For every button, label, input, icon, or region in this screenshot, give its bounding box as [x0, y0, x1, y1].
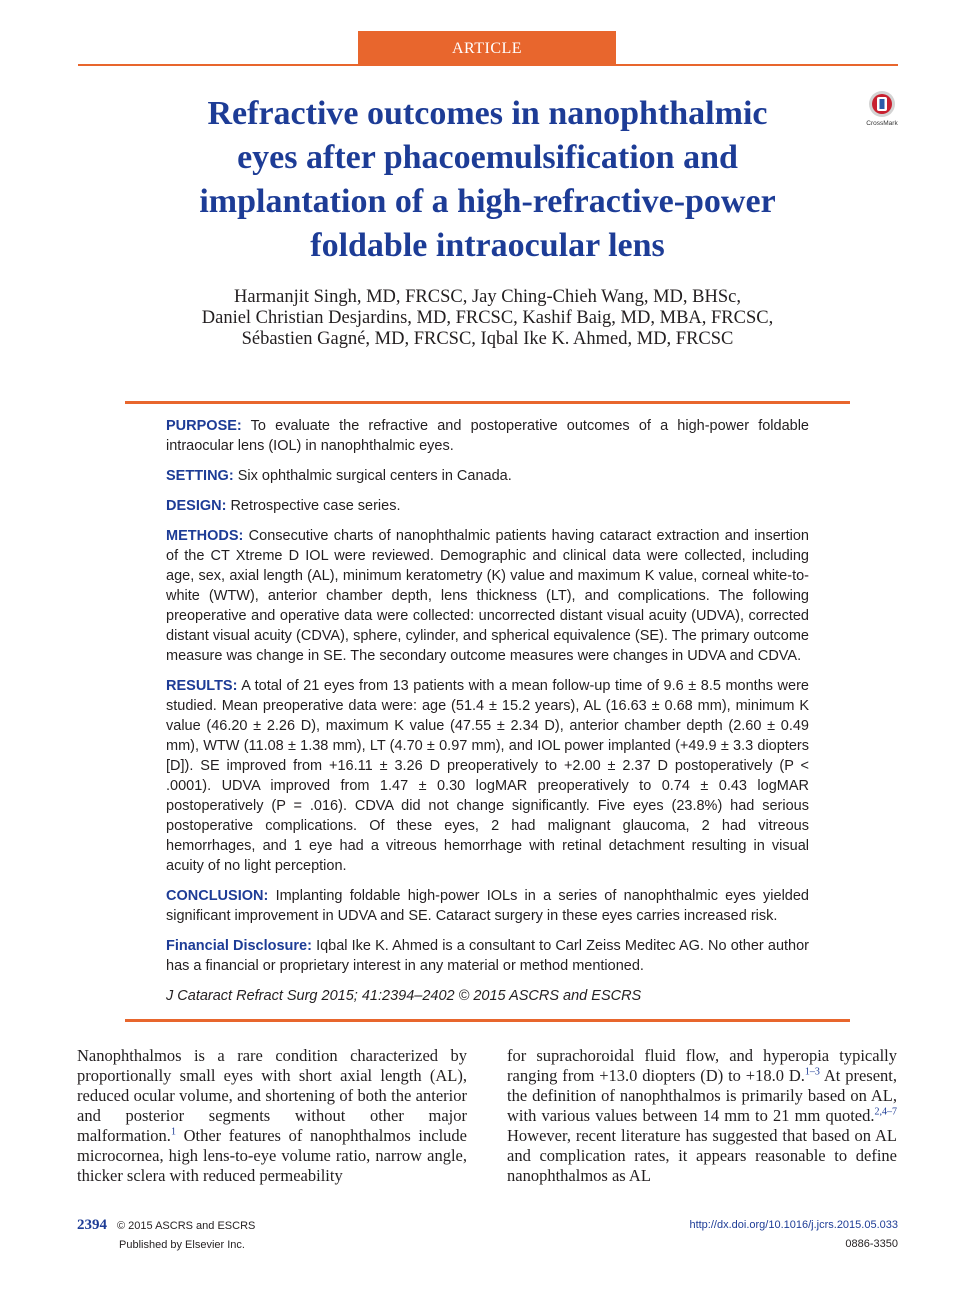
page-number: 2394: [77, 1217, 107, 1233]
purpose-text: To evaluate the refractive and postoperative outcomes of a high-power foldable intraocular lens (IOL) in nanophthalmic eyes.: [166, 418, 809, 454]
disclosure-text: Iqbal Ike K. Ahmed is a consultant to Carl Zeiss Meditec AG. No other author has a financial or proprietary interest in any material or method mentioned.: [166, 938, 809, 974]
abstract-top-rule: [125, 401, 850, 404]
author-line: Harmanjit Singh, MD, FRCSC, Jay Ching-Chieh Wang, MD, BHSc,: [234, 287, 741, 307]
abstract-results: [166, 676, 809, 876]
svg-text:CrossMark: CrossMark: [866, 120, 898, 127]
reference-link[interactable]: 2,4–7: [874, 1106, 897, 1118]
body-text: Other features of nanophthalmos include microcornea, high lens-to-eye volume ratio, narrow angle, thicker sclera with reduced permeability: [77, 1126, 467, 1185]
conclusion-text: Implanting foldable high-power IOLs in a series of nanophthalmic eyes yielded significant improvement in UDVA and SE. Cataract surgery in these eyes carries increased risk.: [166, 888, 809, 924]
footer-left: [77, 1216, 255, 1255]
title-line: Refractive outcomes in nanophthalmic: [207, 95, 768, 132]
results-label: RESULTS:: [166, 678, 238, 694]
body-text: At present, the definition of nanophthalmos is primarily based on AL, with various values between 14 mm to 21 mm quoted.: [507, 1066, 897, 1125]
body-column-left: [77, 1046, 467, 1186]
abstract-design: [166, 496, 809, 516]
conclusion-label: CONCLUSION:: [166, 888, 269, 904]
title-line: implantation of a high-refractive-power: [199, 183, 776, 220]
abstract-bottom-rule: [125, 1019, 850, 1022]
article-type-tag: ARTICLE: [358, 31, 616, 66]
body-text: Nanophthalmos is a rare condition characterized by proportionally small eyes with short axial length (AL), reduced ocular volume, and shortening of both the anterior and posterior segments without other major malformation.: [77, 1046, 467, 1145]
author-line: Sébastien Gagné, MD, FRCSC, Iqbal Ike K. Ahmed, MD, FRCSC: [241, 329, 734, 349]
abstract-disclosure: [166, 936, 809, 976]
publisher: Published by Elsevier Inc.: [119, 1239, 245, 1251]
title-line: foldable intraocular lens: [310, 227, 665, 264]
methods-label: METHODS:: [166, 528, 244, 544]
title-line: eyes after phacoemulsification and: [237, 139, 738, 176]
abstract-methods: [166, 526, 809, 666]
abstract: [166, 416, 809, 1016]
footer-right: [689, 1216, 898, 1254]
body-text: for suprachoroidal fluid flow, and hyperopia typically ranging from +13.0 diopters (D) to +18.0 D.: [507, 1046, 897, 1085]
design-text: Retrospective case series.: [230, 498, 401, 514]
setting-label: SETTING:: [166, 468, 234, 484]
author-line: Daniel Christian Desjardins, MD, FRCSC, Kashif Baig, MD, MBA, FRCSC,: [201, 308, 774, 328]
abstract-setting: [166, 466, 809, 486]
crossmark-icon[interactable]: [862, 88, 902, 128]
reference-link[interactable]: 1: [170, 1126, 176, 1138]
abstract-purpose: [166, 416, 809, 456]
results-text: A total of 21 eyes from 13 patients with a mean follow-up time of 9.6 ± 8.5 months were studied. Mean preoperative data were: age (51.4 ± 15.2 years), AL (16.63 ± 0.68 mm), minimum K value (46.20 ± 2.26 D), maximum K value (47.55 ± 2.34 D), anterior chamber depth (2.60 ± 0.49 mm), WTW (11.08 ± 1.38 mm), LT (4.70 ± 0.97 mm), and IOL power implanted (+49.9 ± 3.3 diopters [D]). SE improved from +16.11 ± 3.26 D preoperatively to +2.00 ± 2.37 D postoperatively (P < .0001). UDVA improved from 1.47 ± 0.30 logMAR preoperatively to 0.74 ± 0.43 logMAR postoperatively (P = .016). CDVA did not change significantly. Five eyes (23.8%) had serious postoperative complications. Of these eyes, 2 had malignant glaucoma, 2 had vitreous hemorrhages, and 1 eye had a vitreous hemorrhage with retinal detachment resulting in visual acuity of no light perception.: [166, 678, 809, 874]
disclosure-label: Financial Disclosure:: [166, 938, 312, 954]
abstract-conclusion: [166, 886, 809, 926]
design-label: DESIGN:: [166, 498, 227, 514]
body-column-right: [507, 1046, 897, 1186]
reference-link[interactable]: 1–3: [804, 1066, 820, 1078]
methods-text: Consecutive charts of nanophthalmic patients having cataract extraction and insertion of the CT Xtreme D IOL were reviewed. Demographic and clinical data were collected, including age, sex, axial length (AL), minimum keratometry (K) value and maximum K value, corneal white-to-white (WTW), anterior chamber depth, lens thickness (LT), and complications. The following preoperative and operative data were collected: uncorrected distant visual acuity (UDVA), corrected distant visual acuity (CDVA), sphere, cylinder, and spherical equivalence (SE). The primary outcome measure was change in SE. The secondary outcome measures were changes in UDVA and CDVA.: [166, 528, 810, 664]
purpose-label: PURPOSE:: [166, 418, 242, 434]
header-rule: [78, 64, 898, 66]
journal-citation: J Cataract Refract Surg 2015; 41:2394–2402 © 2015 ASCRS and ESCRS: [166, 988, 642, 1004]
article-title: [120, 92, 855, 268]
body-text: However, recent literature has suggested that based on AL and complication rates, it appears reasonable to define nanophthalmos as AL: [507, 1126, 897, 1185]
copyright: © 2015 ASCRS and ESCRS: [117, 1220, 256, 1232]
doi-link[interactable]: http://dx.doi.org/10.1016/j.jcrs.2015.05.033: [689, 1219, 898, 1231]
issn: 0886-3350: [845, 1238, 898, 1250]
author-list: [120, 287, 855, 350]
setting-text: Six ophthalmic surgical centers in Canada.: [237, 468, 512, 484]
